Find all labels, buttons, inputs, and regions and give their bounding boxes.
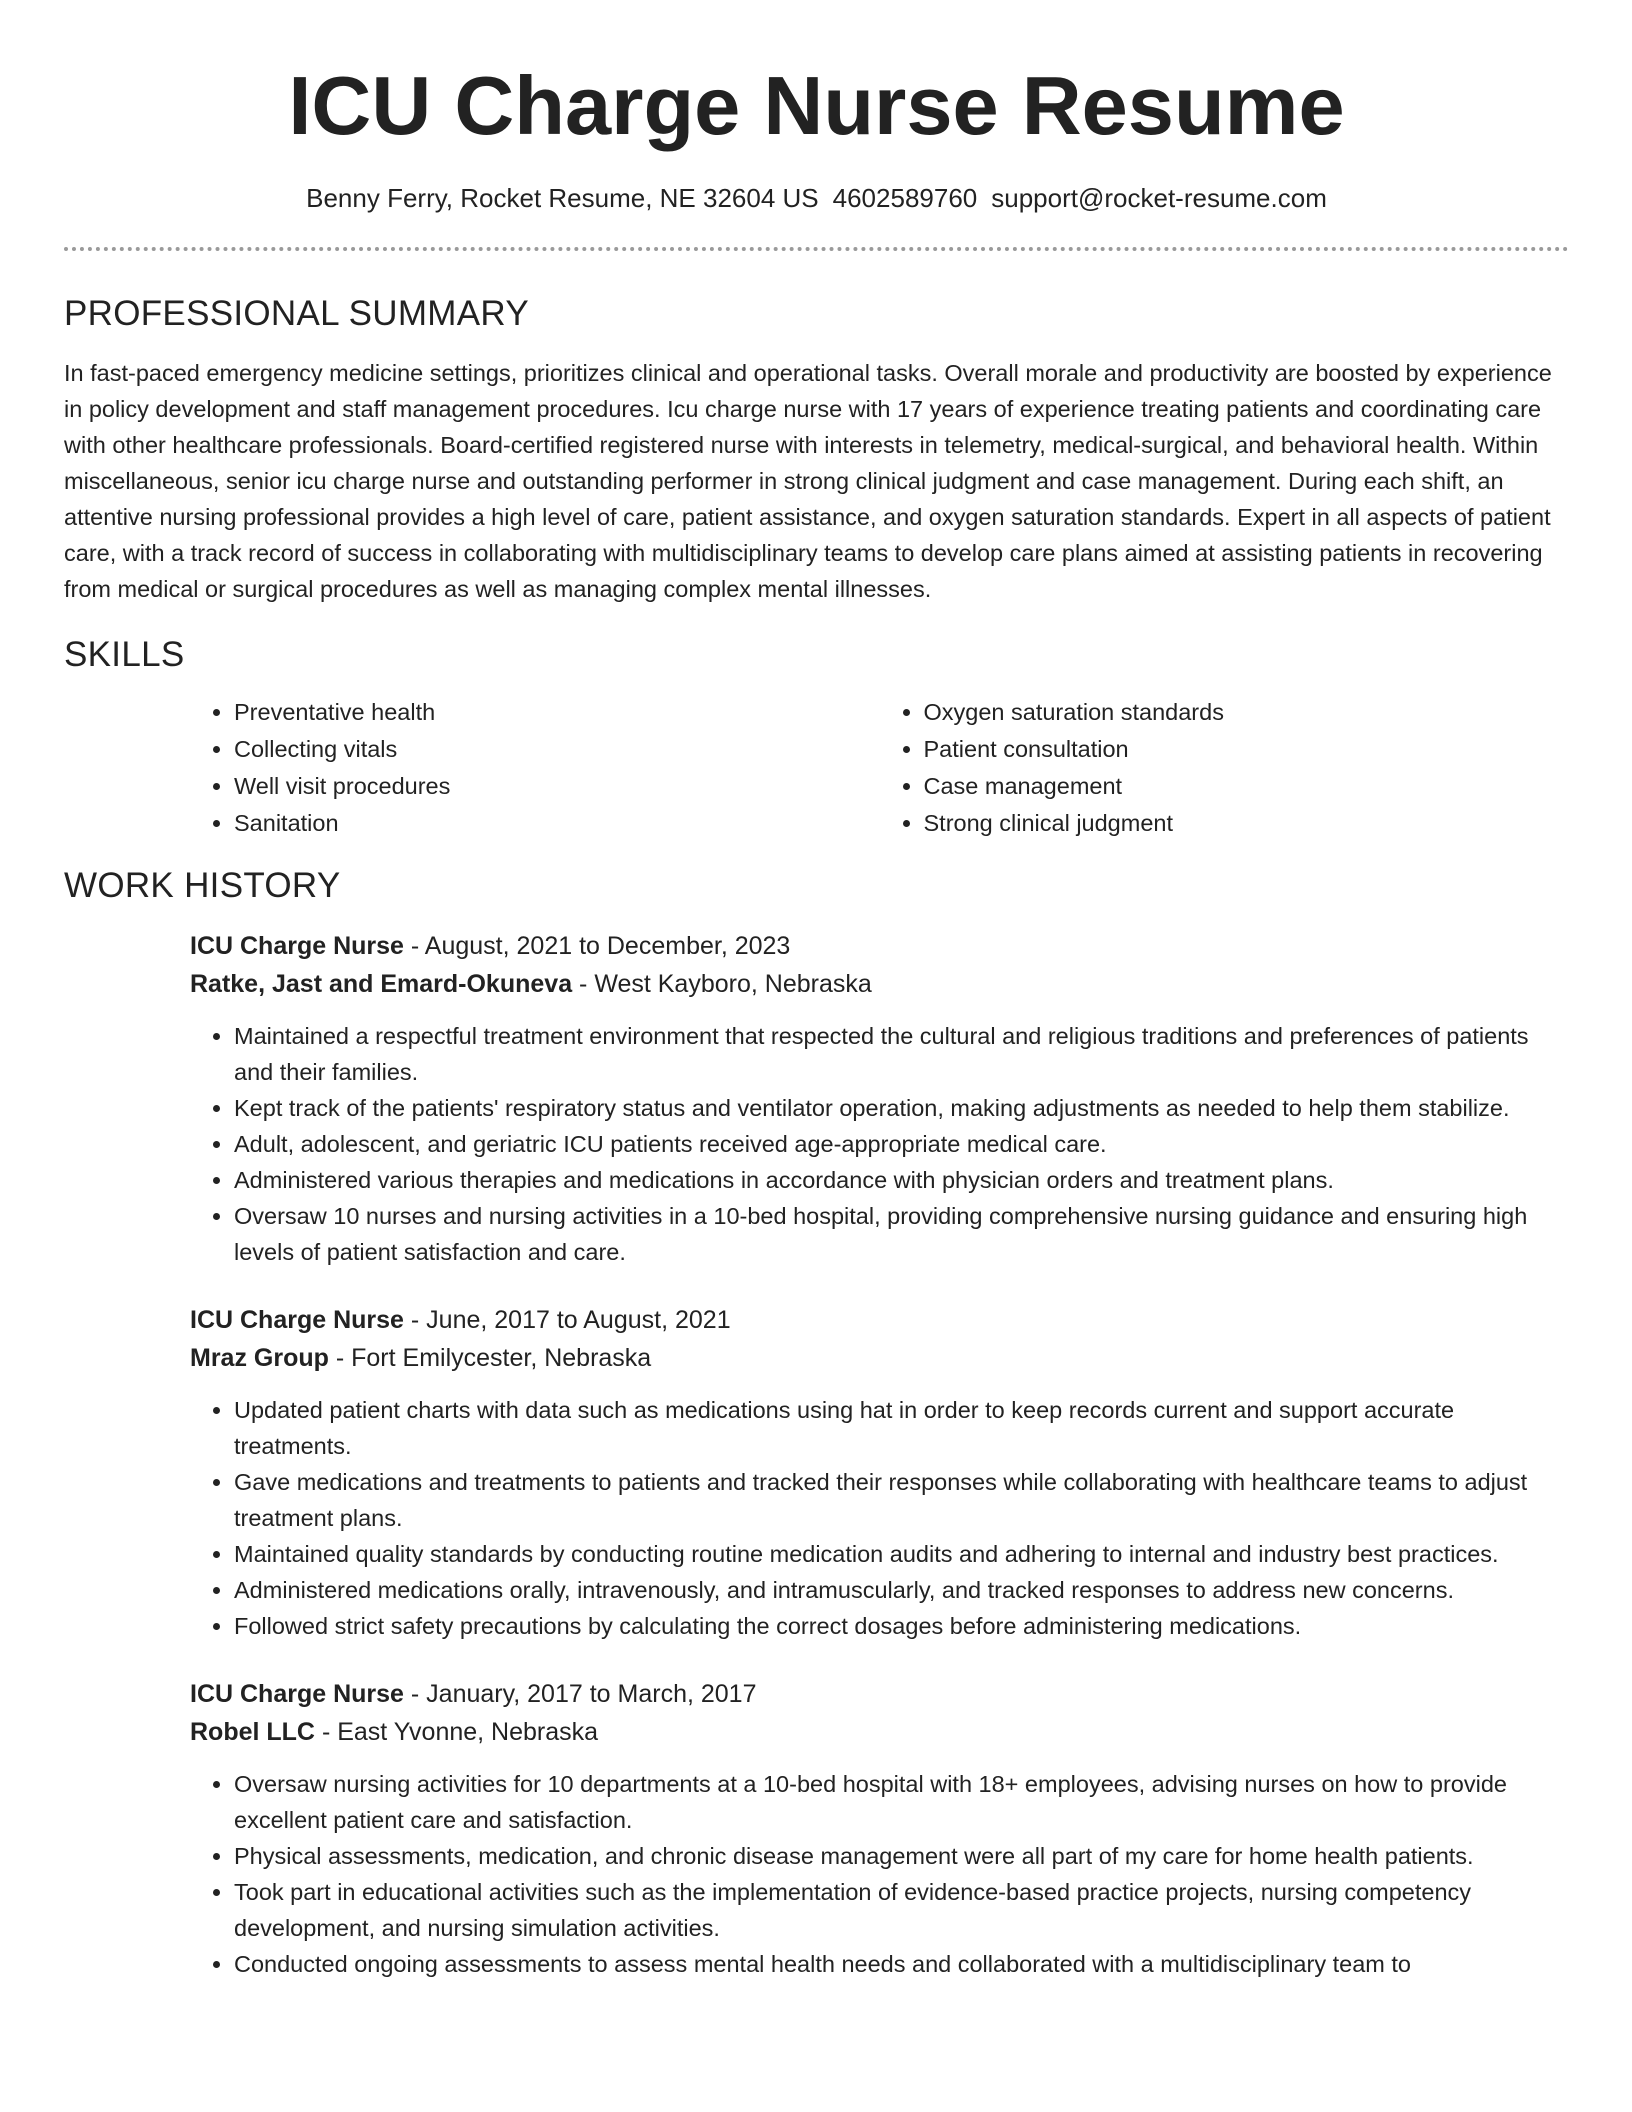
job-entry — [190, 1301, 1569, 1644]
job-bullet: • Oversaw 10 nurses and nursing activities in a 10-bed hospital, providing comprehensive nursing guidance and ensuring high levels of patient satisfaction and care. — [234, 1198, 1569, 1270]
contact-phone: 4602589760 — [832, 183, 978, 213]
contact-address: Benny Ferry, Rocket Resume, NE 32604 US — [306, 183, 819, 213]
job-dates: - August, 2021 to December, 2023 — [410, 932, 791, 960]
job-title-line — [190, 1301, 1569, 1339]
job-location: - West Kayboro, Nebraska — [579, 970, 872, 998]
skill-item: • Sanitation — [234, 805, 880, 842]
job-dates: - January, 2017 to March, 2017 — [410, 1680, 757, 1708]
job-title: ICU Charge Nurse — [190, 932, 404, 960]
skills-heading: SKILLS — [64, 635, 185, 674]
job-company: Mraz Group — [190, 1344, 329, 1372]
job-entry — [190, 1675, 1569, 1982]
job-bullet: • Oversaw nursing activities for 10 departments at a 10-bed hospital with 18+ employees, advising nurses on how to provide excellent patient care and satisfaction. — [234, 1766, 1569, 1838]
skills-column-right — [880, 694, 1570, 842]
work-heading: WORK HISTORY — [64, 866, 341, 905]
job-bullet: • Took part in educational activities such as the implementation of evidence-based practice projects, nursing competency development, and nursing simulation activities. — [234, 1874, 1569, 1946]
job-location: - East Yvonne, Nebraska — [321, 1718, 599, 1746]
job-bullets — [190, 1392, 1569, 1644]
job-bullet: • Maintained a respectful treatment environment that respected the cultural and religious traditions and preferences of patients and their families. — [234, 1018, 1569, 1090]
skills-column-left — [190, 694, 880, 842]
job-bullet: • Kept track of the patients' respiratory status and ventilator operation, making adjustments as needed to help them stabilize. — [234, 1090, 1569, 1126]
resume-page — [64, 0, 1569, 1982]
summary-heading: PROFESSIONAL SUMMARY — [64, 294, 529, 333]
job-bullet: • Conducted ongoing assessments to assess mental health needs and collaborated with a multidisciplinary team to — [234, 1946, 1569, 1982]
skill-item: • Case management — [924, 768, 1570, 805]
job-bullet: • Gave medications and treatments to patients and tracked their responses while collaborating with healthcare teams to adjust treatment plans. — [234, 1464, 1569, 1536]
job-company-line — [190, 1339, 1569, 1377]
skills-list — [190, 694, 1569, 842]
resume-title: ICU Charge Nurse Resume — [288, 59, 1345, 152]
summary-text: In fast-paced emergency medicine settings, prioritizes clinical and operational tasks. Overall morale and productivity are boosted by experience in policy development and staff management procedures. Icu charge nurse with 17 years of experience treating patients and coordinating care with other healthcare professionals. Board-certified registered nurse with interests in telemetry, medical-surgical, and behavioral health. Within miscellaneous, senior icu charge nurse and outstanding performer in strong clinical judgment and case management. During each shift, an attentive nursing professional provides a high level of care, patient assistance, and oxygen saturation standards. Expert in all aspects of patient care, with a track record of success in collaborating with multidisciplinary teams to develop care plans aimed at assisting patients in recovering from medical or surgical procedures as well as managing complex mental illnesses. — [64, 360, 1552, 602]
job-bullets — [190, 1766, 1569, 1982]
job-bullet: • Physical assessments, medication, and chronic disease management were all part of my care for home health patients. — [234, 1838, 1569, 1874]
contact-email: support@rocket-resume.com — [991, 183, 1327, 213]
job-title: ICU Charge Nurse — [190, 1306, 404, 1334]
skill-item: • Patient consultation — [924, 731, 1570, 768]
skill-item: • Preventative health — [234, 694, 880, 731]
job-bullet: • Adult, adolescent, and geriatric ICU patients received age-appropriate medical care. — [234, 1126, 1569, 1162]
skill-item: • Strong clinical judgment — [924, 805, 1570, 842]
header-divider — [64, 247, 1569, 251]
job-dates: - June, 2017 to August, 2021 — [410, 1306, 731, 1334]
job-entry — [190, 927, 1569, 1270]
job-bullet: • Administered medications orally, intravenously, and intramuscularly, and tracked responses to address new concerns. — [234, 1572, 1569, 1608]
skill-item: • Oxygen saturation standards — [924, 694, 1570, 731]
skill-item: • Collecting vitals — [234, 731, 880, 768]
skill-item: • Well visit procedures — [234, 768, 880, 805]
job-title-line — [190, 1675, 1569, 1713]
job-bullets — [190, 1018, 1569, 1270]
job-company: Robel LLC — [190, 1718, 315, 1746]
job-title-line — [190, 927, 1569, 965]
job-company: Ratke, Jast and Emard-Okuneva — [190, 970, 573, 998]
job-location: - Fort Emilycester, Nebraska — [335, 1344, 652, 1372]
job-title: ICU Charge Nurse — [190, 1680, 404, 1708]
job-bullet: • Followed strict safety precautions by calculating the correct dosages before administering medications. — [234, 1608, 1569, 1644]
job-company-line — [190, 1713, 1569, 1751]
job-bullet: • Administered various therapies and medications in accordance with physician orders and treatment plans. — [234, 1162, 1569, 1198]
job-bullet: • Updated patient charts with data such as medications using hat in order to keep records current and support accurate treatments. — [234, 1392, 1569, 1464]
contact-line — [64, 181, 1569, 215]
job-bullet: • Maintained quality standards by conducting routine medication audits and adhering to internal and industry best practices. — [234, 1536, 1569, 1572]
job-company-line — [190, 965, 1569, 1003]
